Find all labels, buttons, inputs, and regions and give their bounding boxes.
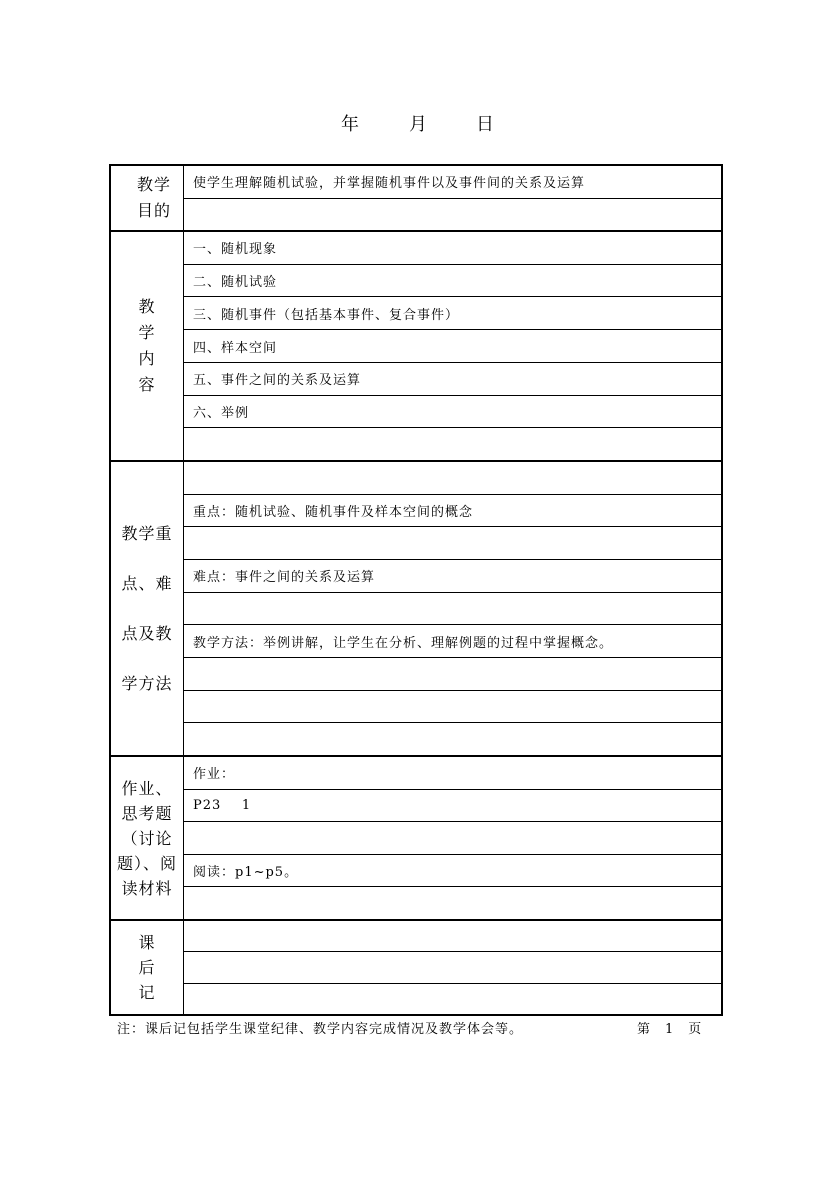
objectives-rows [184,166,721,230]
label-line: 点及教 [121,623,173,643]
page-number: 第 1 页 [637,1022,703,1037]
section-label-objectives [111,166,184,230]
content-row: 五、事件之间的关系及运算 [184,362,721,395]
label-line: 后 [138,958,156,977]
homework-row: 作业： [193,767,236,783]
date-year-label: 年 [341,114,359,135]
section-label-key-points-methods [111,462,184,755]
key-points-row: 重点：随机试验、随机事件及样本空间的概念 [184,494,721,527]
key-points-row [184,592,721,625]
label-line: 学方法 [121,673,173,693]
key-points-row [184,526,721,559]
content-row: 六、举例 [184,395,721,428]
key-points-row [184,462,721,494]
content-row: 二、随机试验 [184,264,721,297]
label-line: 内 [138,349,156,368]
reflection-row [184,951,721,982]
section-label-reflection [111,921,184,1014]
homework-rows [184,757,721,919]
date-month-label: 月 [409,114,427,135]
section-key-points-methods [111,460,721,755]
label-line: 容 [138,375,156,394]
footer-note: 注：课后记包括学生课堂纪律、教学内容完成情况及教学体会等。 [117,1022,524,1037]
label-line: 学 [138,323,156,342]
label-line: 教学重 [121,523,173,543]
reflection-row [184,983,721,1014]
key-points-row: 教学方法：举例讲解，让学生在分析、理解例题的过程中掌握概念。 [184,624,721,657]
objective-row [184,198,721,231]
section-label-homework [111,757,184,919]
homework-row: 阅读：p1~p5。 [184,854,721,887]
content-row: 三、随机事件（包括基本事件、复合事件） [184,296,721,329]
label-line: （讨论 [121,828,173,848]
key-points-rows [184,462,721,755]
content-rows [184,232,721,460]
label-line: 题）、阅 [116,853,177,873]
key-points-row: 难点：事件之间的关系及运算 [184,559,721,592]
label-line: 教 [138,297,156,316]
label-line: 课 [138,933,156,952]
label-line: 思考题 [121,803,173,823]
section-homework [111,755,721,919]
label-line: 记 [138,983,156,1002]
section-label-content [111,232,184,460]
date-day-label: 日 [476,114,494,135]
section-objectives [111,166,721,230]
content-row [184,427,721,460]
content-row: 一、随机现象 [193,242,278,258]
key-points-row [184,722,721,755]
label-line: 点、难 [121,573,173,593]
reflection-row [184,921,721,951]
label-line: 读材料 [121,878,173,898]
homework-row: P23 1 [184,789,721,822]
reflection-rows [184,921,721,1014]
content-row: 四、样本空间 [184,329,721,362]
section-content [111,230,721,460]
homework-row [184,821,721,854]
section-reflection [111,919,721,1014]
label-line: 目的 [136,201,171,220]
objective-row: 使学生理解随机试验，并掌握随机事件以及事件间的关系及运算 [193,176,586,192]
label-line: 教学 [136,175,171,194]
key-points-row [184,657,721,690]
homework-row [184,886,721,919]
label-line: 作业、 [121,778,173,798]
key-points-row [184,690,721,723]
lesson-plan-table [109,164,723,1016]
